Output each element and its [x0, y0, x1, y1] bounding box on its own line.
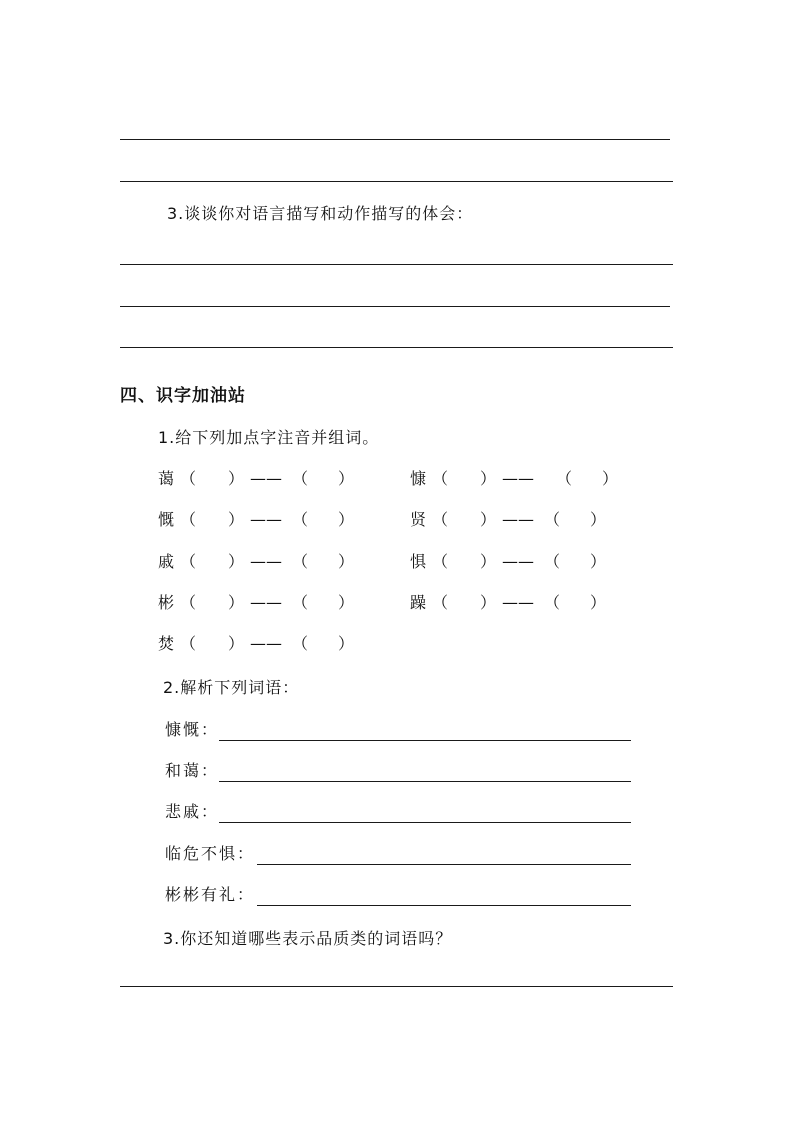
char: 慷 — [410, 469, 427, 488]
question-1-prompt: 1.给下列加点字注音并组词。 — [158, 428, 380, 447]
answer-line[interactable] — [219, 740, 631, 741]
word-item — [165, 884, 631, 906]
section-title: 四、识字加油站 — [120, 386, 246, 406]
answer-line — [120, 139, 670, 140]
char-item: 慨 （ ） —— （ ） — [158, 510, 355, 529]
char: 贤 — [410, 510, 427, 529]
char: 慨 — [158, 510, 175, 529]
answer-line[interactable] — [219, 822, 631, 823]
answer-line — [120, 986, 673, 987]
question-2-prompt: 2.解析下列词语： — [163, 678, 300, 697]
char-item: 蔼 （ ） —— （ ） — [158, 469, 355, 488]
char: 彬 — [158, 593, 175, 612]
answer-line — [120, 181, 673, 182]
question-3-prompt: 3.你还知道哪些表示品质类的词语吗？ — [163, 929, 453, 948]
char: 戚 — [158, 552, 175, 571]
word-label: 慷慨： — [165, 720, 220, 739]
answer-line[interactable] — [257, 864, 631, 865]
answer-line[interactable] — [257, 905, 631, 906]
word-item — [165, 760, 631, 782]
word-label: 和蔼： — [165, 761, 220, 780]
char: 焚 — [158, 634, 175, 653]
word-item — [165, 719, 631, 741]
answer-line — [120, 306, 670, 307]
char-item: 戚 （ ） —— （ ） — [158, 552, 355, 571]
char-item: 慷 （ ） —— （ ） — [410, 469, 619, 488]
word-item — [165, 843, 631, 865]
char: 蔼 — [158, 469, 175, 488]
answer-line — [120, 347, 673, 348]
char-item: 惧 （ ） —— （ ） — [410, 552, 607, 571]
word-label: 彬彬有礼： — [165, 885, 256, 904]
char-item: 躁 （ ） —— （ ） — [410, 593, 607, 612]
word-label: 悲戚： — [165, 802, 220, 821]
char: 惧 — [410, 552, 427, 571]
answer-line[interactable] — [219, 781, 631, 782]
char-item: 焚 （ ） —— （ ） — [158, 634, 355, 653]
word-label: 临危不惧： — [165, 844, 256, 863]
char-item: 贤 （ ） —— （ ） — [410, 510, 607, 529]
char-item: 彬 （ ） —— （ ） — [158, 593, 355, 612]
question-3-prompt: 3.谈谈你对语言描写和动作描写的体会： — [167, 204, 474, 223]
word-item — [165, 801, 631, 823]
char: 躁 — [410, 593, 427, 612]
answer-line — [120, 264, 673, 265]
